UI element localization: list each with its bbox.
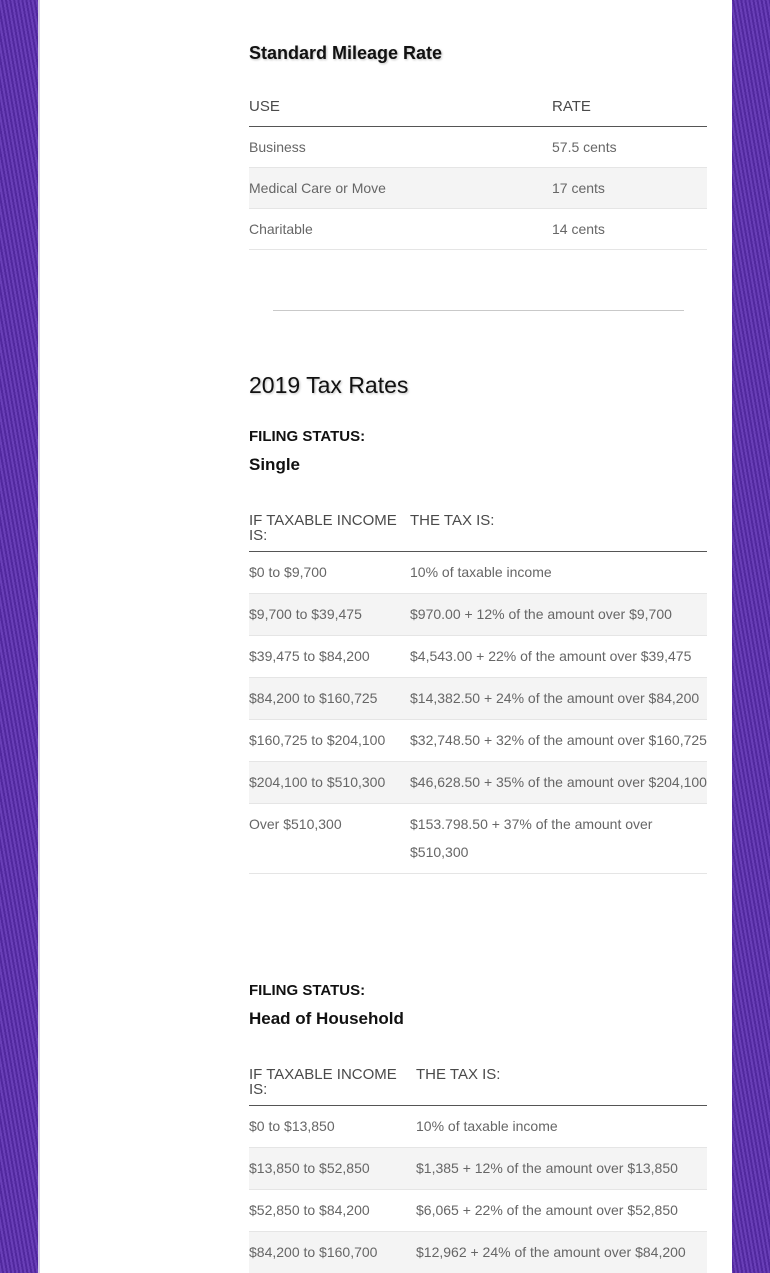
tax-amount: $153.798.50 + 37% of the amount over $510,300 (410, 804, 707, 874)
filing-status-label: FILING STATUS: (249, 982, 366, 999)
income-range: $204,100 to $510,300 (249, 762, 410, 804)
table-row (249, 1232, 707, 1273)
income-range: $0 to $13,850 (249, 1106, 416, 1148)
income-range: $84,200 to $160,725 (249, 678, 410, 720)
table-row (249, 1106, 707, 1148)
page (38, 0, 732, 1273)
table-row (249, 168, 707, 209)
income-range: $160,725 to $204,100 (249, 720, 410, 762)
table-header-row (249, 97, 707, 127)
income-range: $13,850 to $52,850 (249, 1148, 416, 1190)
income-range: $9,700 to $39,475 (249, 594, 410, 636)
col-header-income: IF TAXABLE INCOME IS: (249, 513, 410, 552)
section-divider (273, 310, 684, 311)
tax-amount: $1,385 + 12% of the amount over $13,850 (416, 1148, 707, 1190)
filing-status-label: FILING STATUS: (249, 428, 366, 445)
tax-amount: $970.00 + 12% of the amount over $9,700 (410, 594, 707, 636)
table-row (249, 594, 707, 636)
mileage-use: Charitable (249, 209, 552, 250)
col-header-income: IF TAXABLE INCOME IS: (249, 1067, 416, 1106)
table-row (249, 720, 707, 762)
table-row (249, 762, 707, 804)
tax-title: 2019 Tax Rates (249, 372, 409, 398)
filing-status-value: Single (249, 455, 301, 474)
filing-status-value: Head of Household (249, 1009, 404, 1028)
mileage-use: Business (249, 127, 552, 168)
col-header-tax: THE TAX IS: (416, 1067, 707, 1106)
mileage-rate: 14 cents (552, 209, 707, 250)
table-row (249, 678, 707, 720)
col-header-rate: RATE (552, 97, 707, 127)
table-header-row (249, 1067, 707, 1106)
income-range: $39,475 to $84,200 (249, 636, 410, 678)
table-row (249, 552, 707, 594)
tax-amount: $32,748.50 + 32% of the amount over $160,725 (410, 720, 707, 762)
table-row (249, 127, 707, 168)
table-row (249, 1190, 707, 1232)
mileage-use: Medical Care or Move (249, 168, 552, 209)
tax-amount: $14,382.50 + 24% of the amount over $84,200 (410, 678, 707, 720)
table-row (249, 209, 707, 250)
tax-amount: 10% of taxable income (416, 1106, 707, 1148)
mileage-rate: 57.5 cents (552, 127, 707, 168)
mileage-table (249, 97, 707, 250)
income-range: $52,850 to $84,200 (249, 1190, 416, 1232)
tax-amount: $4,543.00 + 22% of the amount over $39,475 (410, 636, 707, 678)
col-header-tax: THE TAX IS: (410, 513, 707, 552)
table-header-row (249, 513, 707, 552)
mileage-rate: 17 cents (552, 168, 707, 209)
tax-amount: 10% of taxable income (410, 552, 707, 594)
single-tax-table (249, 513, 707, 874)
mileage-title: Standard Mileage Rate (249, 43, 443, 63)
tax-amount: $12,962 + 24% of the amount over $84,200 (416, 1232, 707, 1273)
income-range: $84,200 to $160,700 (249, 1232, 416, 1273)
table-row (249, 804, 707, 874)
income-range: Over $510,300 (249, 804, 410, 874)
hoh-tax-table (249, 1067, 707, 1273)
col-header-use: USE (249, 97, 552, 127)
table-row (249, 636, 707, 678)
tax-amount: $6,065 + 22% of the amount over $52,850 (416, 1190, 707, 1232)
table-row (249, 1148, 707, 1190)
income-range: $0 to $9,700 (249, 552, 410, 594)
tax-amount: $46,628.50 + 35% of the amount over $204,100 (410, 762, 707, 804)
